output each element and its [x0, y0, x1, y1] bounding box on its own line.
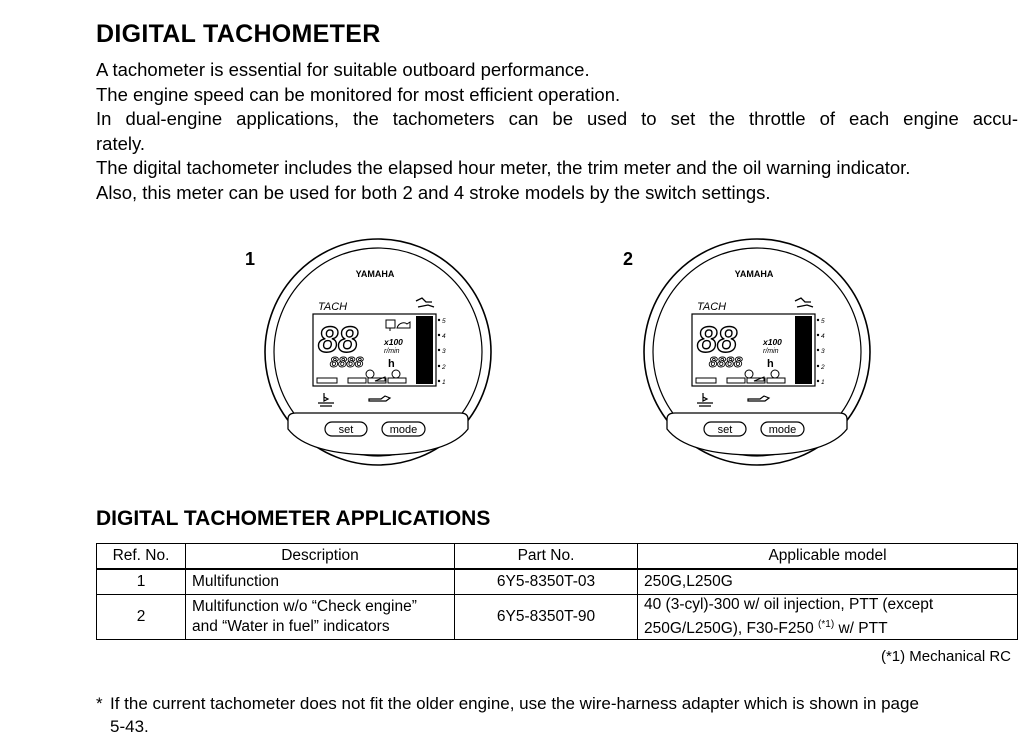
svg-text:1: 1	[821, 379, 825, 386]
description-line: and “Water in fuel” indicators	[192, 618, 390, 636]
footnote-line: 5-43.	[110, 717, 149, 736]
svg-text:4: 4	[442, 333, 446, 340]
rpm-digits: 88	[697, 319, 738, 360]
svg-text:2: 2	[821, 364, 825, 371]
intro-line: Also, this meter can be used for both 2 and 4 stroke models by the switch settings.	[96, 181, 771, 203]
rpm-digits: 88	[318, 319, 359, 360]
mode-button-label: mode	[389, 424, 418, 436]
model-cell	[638, 595, 1018, 640]
column-header: Ref. No.	[97, 544, 186, 570]
brand-logo: YAMAHA	[355, 269, 395, 279]
ref-cell: 2	[97, 595, 186, 640]
applications-table	[96, 543, 1018, 640]
table-row	[97, 569, 1018, 595]
tach-label: TACH	[697, 301, 727, 313]
rpm-unit-bottom: r/min	[763, 348, 779, 355]
footnote-ref: (*1)	[818, 619, 835, 630]
column-header: Description	[186, 544, 455, 570]
svg-text:2: 2	[442, 364, 446, 371]
rpm-unit-top: x100	[763, 337, 782, 347]
footnote	[96, 692, 1018, 738]
button-panel	[667, 413, 847, 455]
description-line: Multifunction w/o “Check engine”	[192, 598, 417, 616]
rpm-unit-top: x100	[384, 337, 403, 347]
model-text: w/ PTT	[834, 620, 888, 638]
intro-line: In dual-engine applications, the tachometers can be used to set the throttle of each engine accu-	[96, 108, 1018, 130]
svg-text:3: 3	[442, 348, 446, 355]
set-button-label: set	[338, 424, 354, 436]
tachometer-illustration-1	[258, 237, 498, 469]
column-header: Applicable model	[638, 544, 1018, 570]
model-line: 40 (3-cyl)-300 w/ oil injection, PTT (except	[644, 596, 934, 613]
ref-cell: 1	[97, 569, 186, 595]
intro-line: The digital tachometer includes the elapsed hour meter, the trim meter and the oil warning indicator.	[96, 157, 911, 179]
figure-label-2: 2	[623, 249, 634, 269]
svg-text:5: 5	[821, 318, 825, 325]
description-cell	[186, 595, 455, 640]
rpm-unit-bottom: r/min	[384, 348, 400, 355]
tachometer-illustration-2	[637, 237, 877, 469]
intro-paragraph	[96, 58, 1018, 206]
hour-unit: h	[767, 358, 774, 370]
hour-meter-digits: 8888	[330, 354, 364, 371]
table-note: (*1) Mechanical RC	[880, 648, 1011, 665]
table-row	[97, 595, 1018, 640]
trim-bar-graph	[795, 316, 812, 384]
description-cell: Multifunction	[186, 569, 455, 595]
model-text: 250G/L250G), F30-F250	[644, 620, 819, 638]
set-button-label: set	[717, 424, 733, 436]
mode-button-label: mode	[768, 424, 797, 436]
column-header: Part No.	[455, 544, 638, 570]
svg-text:5: 5	[442, 318, 446, 325]
svg-text:4: 4	[821, 333, 825, 340]
trim-bar-graph	[416, 316, 433, 384]
table-header-row	[97, 544, 1018, 570]
hour-meter-digits: 8888	[709, 354, 743, 371]
brand-logo: YAMAHA	[734, 269, 774, 279]
figure-label-1: 1	[245, 249, 256, 269]
footnote-marker: *	[96, 694, 103, 713]
page-title: DIGITAL TACHOMETER	[96, 20, 381, 48]
intro-line: rately.	[96, 132, 146, 154]
model-cell: 250G,L250G	[638, 569, 1018, 595]
applications-heading: DIGITAL TACHOMETER APPLICATIONS	[96, 507, 491, 530]
intro-line: A tachometer is essential for suitable outboard performance.	[96, 59, 590, 80]
svg-text:3: 3	[821, 348, 825, 355]
tach-label: TACH	[318, 301, 348, 313]
button-panel	[288, 413, 468, 455]
svg-text:1: 1	[442, 379, 446, 386]
footnote-line: If the current tachometer does not fit the older engine, use the wire-harness adapter which is shown in page	[110, 694, 919, 713]
intro-line: The engine speed can be monitored for most efficient operation.	[96, 83, 621, 105]
model-line	[644, 615, 1011, 639]
part-cell: 6Y5-8350T-90	[455, 595, 638, 640]
part-cell: 6Y5-8350T-03	[455, 569, 638, 595]
hour-unit: h	[388, 358, 395, 370]
